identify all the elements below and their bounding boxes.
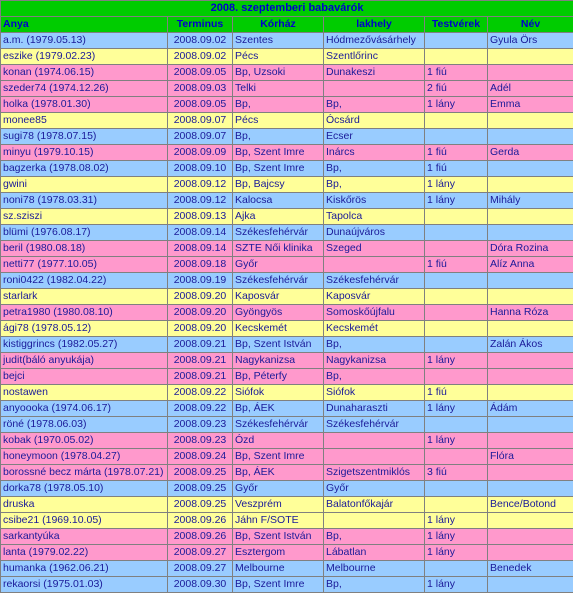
cell-terminus: 2008.09.27: [168, 545, 233, 561]
cell-testverek: [425, 241, 488, 257]
header-anya: Anya: [1, 17, 168, 33]
cell-lakhely: [324, 433, 425, 449]
cell-anya: roni0422 (1982.04.22): [1, 273, 168, 289]
header-testverek: Testvérek: [425, 17, 488, 33]
cell-lakhely: Kecskemét: [324, 321, 425, 337]
cell-nev: [488, 465, 573, 481]
cell-anya: dorka78 (1978.05.10): [1, 481, 168, 497]
cell-anya: rekaorsi (1975.01.03): [1, 577, 168, 593]
cell-testverek: [425, 289, 488, 305]
cell-lakhely: Ócsárd: [324, 113, 425, 129]
cell-nev: [488, 545, 573, 561]
table-row: [1, 177, 573, 193]
cell-terminus: 2008.09.23: [168, 433, 233, 449]
table-row: [1, 49, 573, 65]
cell-testverek: 1 lány: [425, 353, 488, 369]
cell-korhaz: Székesfehérvár: [233, 417, 324, 433]
cell-korhaz: Bp, Szent István: [233, 529, 324, 545]
cell-lakhely: Somoskőújfalu: [324, 305, 425, 321]
cell-lakhely: Dunaharaszti: [324, 401, 425, 417]
cell-terminus: 2008.09.07: [168, 129, 233, 145]
cell-nev: [488, 161, 573, 177]
cell-testverek: 1 lány: [425, 97, 488, 113]
cell-nev: Flóra: [488, 449, 573, 465]
cell-korhaz: Gyöngyös: [233, 305, 324, 321]
cell-nev: Ádám: [488, 401, 573, 417]
cell-anya: sugi78 (1978.07.15): [1, 129, 168, 145]
cell-testverek: 1 lány: [425, 513, 488, 529]
cell-anya: holka (1978.01.30): [1, 97, 168, 113]
cell-korhaz: Győr: [233, 257, 324, 273]
cell-anya: nostawen: [1, 385, 168, 401]
cell-testverek: 2 fiú: [425, 81, 488, 97]
cell-lakhely: Dunakeszi: [324, 65, 425, 81]
cell-nev: [488, 529, 573, 545]
cell-testverek: 1 lány: [425, 177, 488, 193]
cell-nev: Emma: [488, 97, 573, 113]
cell-terminus: 2008.09.25: [168, 481, 233, 497]
cell-nev: Alíz Anna: [488, 257, 573, 273]
cell-terminus: 2008.09.25: [168, 465, 233, 481]
cell-nev: Mihály: [488, 193, 573, 209]
cell-terminus: 2008.09.22: [168, 401, 233, 417]
cell-korhaz: Pécs: [233, 113, 324, 129]
cell-anya: konan (1974.06.15): [1, 65, 168, 81]
cell-lakhely: Balatonfőkajár: [324, 497, 425, 513]
cell-korhaz: Bp, ÁEK: [233, 401, 324, 417]
cell-lakhely: Hódmezővásárhely: [324, 33, 425, 49]
cell-testverek: 1 lány: [425, 545, 488, 561]
cell-terminus: 2008.09.20: [168, 305, 233, 321]
table-row: [1, 145, 573, 161]
cell-lakhely: [324, 81, 425, 97]
header-korhaz: Kórház: [233, 17, 324, 33]
table-row: [1, 385, 573, 401]
cell-terminus: 2008.09.14: [168, 241, 233, 257]
cell-lakhely: Szigetszentmiklós: [324, 465, 425, 481]
cell-anya: minyu (1979.10.15): [1, 145, 168, 161]
cell-nev: [488, 49, 573, 65]
cell-anya: gwini: [1, 177, 168, 193]
cell-lakhely: Kaposvár: [324, 289, 425, 305]
cell-korhaz: Bp,: [233, 129, 324, 145]
cell-nev: [488, 113, 573, 129]
cell-nev: [488, 129, 573, 145]
cell-testverek: [425, 33, 488, 49]
table-row: [1, 33, 573, 49]
cell-terminus: 2008.09.14: [168, 225, 233, 241]
cell-korhaz: Szentes: [233, 33, 324, 49]
cell-testverek: 1 lány: [425, 433, 488, 449]
cell-terminus: 2008.09.12: [168, 177, 233, 193]
cell-korhaz: SZTE Női klinika: [233, 241, 324, 257]
cell-korhaz: Bp,: [233, 97, 324, 113]
cell-korhaz: Győr: [233, 481, 324, 497]
cell-terminus: 2008.09.20: [168, 289, 233, 305]
cell-anya: blümi (1976.08.17): [1, 225, 168, 241]
table-row: [1, 273, 573, 289]
cell-anya: röné (1978.06.03): [1, 417, 168, 433]
cell-testverek: [425, 321, 488, 337]
cell-lakhely: Bp,: [324, 529, 425, 545]
table-row: [1, 129, 573, 145]
cell-testverek: [425, 369, 488, 385]
cell-testverek: [425, 225, 488, 241]
cell-testverek: [425, 417, 488, 433]
cell-korhaz: Bp, Szent Imre: [233, 145, 324, 161]
cell-terminus: 2008.09.25: [168, 497, 233, 513]
table-row: [1, 401, 573, 417]
cell-lakhely: Szeged: [324, 241, 425, 257]
cell-anya: csibe21 (1969.10.05): [1, 513, 168, 529]
cell-anya: szeder74 (1974.12.26): [1, 81, 168, 97]
cell-anya: sarkantyúka: [1, 529, 168, 545]
cell-lakhely: Tapolca: [324, 209, 425, 225]
cell-terminus: 2008.09.27: [168, 561, 233, 577]
cell-testverek: [425, 337, 488, 353]
cell-testverek: 1 fiú: [425, 385, 488, 401]
cell-testverek: 3 fiú: [425, 465, 488, 481]
table-row: [1, 193, 573, 209]
cell-terminus: 2008.09.19: [168, 273, 233, 289]
cell-terminus: 2008.09.26: [168, 513, 233, 529]
header-nev: Név: [488, 17, 573, 33]
cell-korhaz: Bp, Bajcsy: [233, 177, 324, 193]
cell-testverek: [425, 305, 488, 321]
cell-terminus: 2008.09.09: [168, 145, 233, 161]
cell-testverek: [425, 449, 488, 465]
cell-terminus: 2008.09.21: [168, 369, 233, 385]
cell-lakhely: Nagykanizsa: [324, 353, 425, 369]
cell-nev: Bence/Botond: [488, 497, 573, 513]
cell-nev: [488, 321, 573, 337]
table-title: 2008. szeptemberi babavárók: [1, 1, 573, 17]
cell-nev: [488, 209, 573, 225]
table-row: [1, 305, 573, 321]
table-row: [1, 545, 573, 561]
cell-testverek: 1 lány: [425, 193, 488, 209]
cell-nev: [488, 289, 573, 305]
cell-terminus: 2008.09.02: [168, 49, 233, 65]
cell-anya: beril (1980.08.18): [1, 241, 168, 257]
table-row: [1, 97, 573, 113]
cell-korhaz: Nagykanizsa: [233, 353, 324, 369]
cell-nev: Hanna Róza: [488, 305, 573, 321]
cell-terminus: 2008.09.10: [168, 161, 233, 177]
cell-nev: [488, 353, 573, 369]
cell-korhaz: Ózd: [233, 433, 324, 449]
cell-anya: sz.sziszi: [1, 209, 168, 225]
cell-terminus: 2008.09.05: [168, 97, 233, 113]
cell-korhaz: Székesfehérvár: [233, 273, 324, 289]
cell-lakhely: Lábatlan: [324, 545, 425, 561]
cell-lakhely: [324, 513, 425, 529]
cell-lakhely: Bp,: [324, 337, 425, 353]
cell-korhaz: Bp, Szent Imre: [233, 449, 324, 465]
cell-lakhely: Bp,: [324, 177, 425, 193]
table-row: [1, 513, 573, 529]
table-row: [1, 353, 573, 369]
cell-nev: Adél: [488, 81, 573, 97]
cell-terminus: 2008.09.13: [168, 209, 233, 225]
cell-korhaz: Bp, ÁEK: [233, 465, 324, 481]
cell-korhaz: Kaposvár: [233, 289, 324, 305]
table-row: [1, 561, 573, 577]
cell-anya: anyoooka (1974.06.17): [1, 401, 168, 417]
cell-korhaz: Bp, Uzsoki: [233, 65, 324, 81]
cell-anya: honeymoon (1978.04.27): [1, 449, 168, 465]
cell-anya: ági78 (1978.05.12): [1, 321, 168, 337]
cell-anya: kobak (1970.05.02): [1, 433, 168, 449]
cell-testverek: 1 fiú: [425, 145, 488, 161]
cell-korhaz: Siófok: [233, 385, 324, 401]
cell-testverek: [425, 129, 488, 145]
table-row: [1, 161, 573, 177]
table-row: [1, 257, 573, 273]
cell-terminus: 2008.09.20: [168, 321, 233, 337]
cell-anya: kistiggrincs (1982.05.27): [1, 337, 168, 353]
cell-testverek: 1 fiú: [425, 65, 488, 81]
cell-lakhely: Bp,: [324, 369, 425, 385]
cell-nev: [488, 273, 573, 289]
cell-anya: petra1980 (1980.08.10): [1, 305, 168, 321]
cell-terminus: 2008.09.24: [168, 449, 233, 465]
table-row: [1, 225, 573, 241]
cell-anya: judit(báló anyukája): [1, 353, 168, 369]
header-lakhely: lakhely: [324, 17, 425, 33]
cell-korhaz: Kecskemét: [233, 321, 324, 337]
cell-korhaz: Veszprém: [233, 497, 324, 513]
cell-lakhely: Kiskőrös: [324, 193, 425, 209]
table-row: [1, 241, 573, 257]
cell-korhaz: Pécs: [233, 49, 324, 65]
cell-korhaz: Bp, Szent Imre: [233, 577, 324, 593]
header-row: [1, 17, 573, 33]
cell-testverek: [425, 481, 488, 497]
table-row: [1, 433, 573, 449]
cell-testverek: 1 lány: [425, 401, 488, 417]
cell-nev: Gyula Örs: [488, 33, 573, 49]
cell-korhaz: Telki: [233, 81, 324, 97]
cell-lakhely: Bp,: [324, 161, 425, 177]
cell-nev: [488, 513, 573, 529]
cell-terminus: 2008.09.26: [168, 529, 233, 545]
cell-testverek: [425, 273, 488, 289]
cell-lakhely: Székesfehérvár: [324, 273, 425, 289]
table-row: [1, 529, 573, 545]
table-row: [1, 465, 573, 481]
cell-terminus: 2008.09.21: [168, 353, 233, 369]
table-row: [1, 481, 573, 497]
table-row: [1, 113, 573, 129]
cell-korhaz: Jáhn F/SOTE: [233, 513, 324, 529]
cell-terminus: 2008.09.23: [168, 417, 233, 433]
cell-testverek: 1 fiú: [425, 257, 488, 273]
cell-korhaz: Melbourne: [233, 561, 324, 577]
cell-anya: starlark: [1, 289, 168, 305]
cell-terminus: 2008.09.03: [168, 81, 233, 97]
cell-testverek: 1 lány: [425, 577, 488, 593]
cell-lakhely: [324, 449, 425, 465]
cell-nev: Gerda: [488, 145, 573, 161]
cell-nev: [488, 577, 573, 593]
table-row: [1, 497, 573, 513]
table-row: [1, 577, 573, 593]
cell-korhaz: Bp, Péterfy: [233, 369, 324, 385]
cell-nev: [488, 225, 573, 241]
cell-lakhely: Inárcs: [324, 145, 425, 161]
cell-nev: [488, 385, 573, 401]
cell-terminus: 2008.09.22: [168, 385, 233, 401]
cell-korhaz: Ajka: [233, 209, 324, 225]
cell-korhaz: Bp, Szent Imre: [233, 161, 324, 177]
cell-korhaz: Kalocsa: [233, 193, 324, 209]
cell-lakhely: Bp,: [324, 577, 425, 593]
cell-lakhely: Győr: [324, 481, 425, 497]
cell-terminus: 2008.09.18: [168, 257, 233, 273]
cell-testverek: [425, 497, 488, 513]
cell-nev: Dóra Rozina: [488, 241, 573, 257]
cell-testverek: 1 fiú: [425, 161, 488, 177]
cell-anya: bagzerka (1978.08.02): [1, 161, 168, 177]
table-row: [1, 321, 573, 337]
table-row: [1, 209, 573, 225]
cell-nev: [488, 369, 573, 385]
table-row: [1, 81, 573, 97]
cell-lakhely: Ecser: [324, 129, 425, 145]
cell-korhaz: Székesfehérvár: [233, 225, 324, 241]
title-row: [1, 1, 573, 17]
cell-nev: [488, 481, 573, 497]
cell-lakhely: [324, 257, 425, 273]
cell-anya: humanka (1962.06.21): [1, 561, 168, 577]
table-row: [1, 417, 573, 433]
cell-nev: Zalán Ákos: [488, 337, 573, 353]
cell-terminus: 2008.09.12: [168, 193, 233, 209]
cell-nev: [488, 65, 573, 81]
cell-terminus: 2008.09.21: [168, 337, 233, 353]
table-row: [1, 337, 573, 353]
cell-lakhely: Dunaújváros: [324, 225, 425, 241]
cell-nev: Benedek: [488, 561, 573, 577]
cell-korhaz: Esztergom: [233, 545, 324, 561]
cell-anya: netti77 (1977.10.05): [1, 257, 168, 273]
cell-lakhely: Siófok: [324, 385, 425, 401]
header-terminus: Terminus: [168, 17, 233, 33]
cell-nev: [488, 433, 573, 449]
cell-terminus: 2008.09.05: [168, 65, 233, 81]
cell-testverek: [425, 49, 488, 65]
cell-anya: eszike (1979.02.23): [1, 49, 168, 65]
cell-nev: [488, 417, 573, 433]
cell-anya: borossné becz márta (1978.07.21): [1, 465, 168, 481]
table-row: [1, 289, 573, 305]
cell-testverek: [425, 209, 488, 225]
cell-anya: monee85: [1, 113, 168, 129]
cell-anya: lanta (1979.02.22): [1, 545, 168, 561]
cell-testverek: [425, 561, 488, 577]
cell-anya: noni78 (1978.03.31): [1, 193, 168, 209]
cell-lakhely: Székesfehérvár: [324, 417, 425, 433]
table-row: [1, 369, 573, 385]
cell-korhaz: Bp, Szent István: [233, 337, 324, 353]
cell-lakhely: Melbourne: [324, 561, 425, 577]
cell-testverek: 1 lány: [425, 529, 488, 545]
cell-anya: a.m. (1979.05.13): [1, 33, 168, 49]
cell-anya: druska: [1, 497, 168, 513]
table-row: [1, 65, 573, 81]
cell-anya: bejci: [1, 369, 168, 385]
table-row: [1, 449, 573, 465]
cell-terminus: 2008.09.02: [168, 33, 233, 49]
cell-terminus: 2008.09.30: [168, 577, 233, 593]
cell-terminus: 2008.09.07: [168, 113, 233, 129]
cell-lakhely: Bp,: [324, 97, 425, 113]
cell-lakhely: Szentlőrinc: [324, 49, 425, 65]
cell-nev: [488, 177, 573, 193]
cell-testverek: [425, 113, 488, 129]
